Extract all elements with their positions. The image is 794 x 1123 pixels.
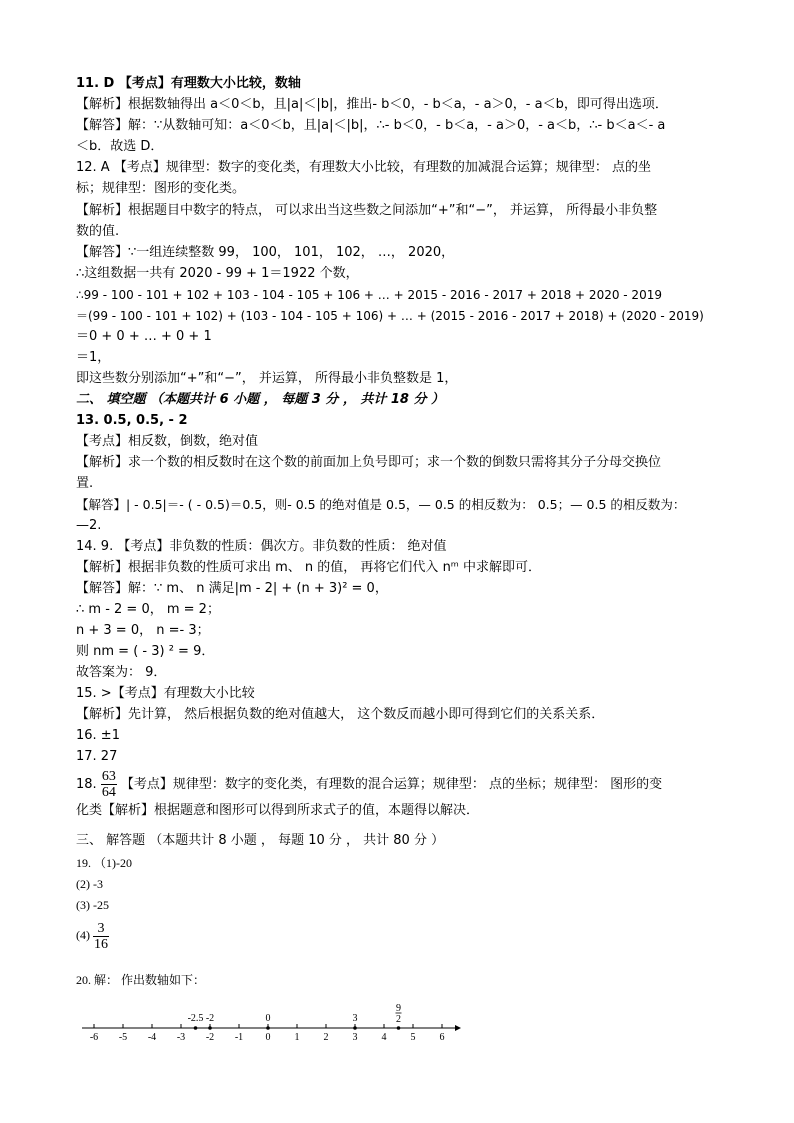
q12-solution-6: ＝1，	[76, 350, 111, 365]
q19-fraction-numerator: 3	[93, 921, 109, 937]
number-line-point-label: -2.5	[187, 1013, 204, 1024]
number-line-tick-label: -2	[205, 1032, 215, 1043]
number-line-tick-label: -5	[118, 1032, 128, 1043]
q14-header: 14. 9. 【考点】非负数的性质：偶次方。非负数的性质： 绝对值	[76, 539, 447, 554]
q19-part-4-label: (4)	[76, 928, 90, 942]
q18-number: 18.	[76, 777, 97, 792]
q12-solution-4: ＝(99 - 100 - 101 + 102) + (103 - 104 - 105 + 106) + … + (2015 - 2016 - 2017 + 2018) + (2020 - 2019)	[76, 309, 704, 323]
q18-fraction-numerator: 63	[101, 769, 116, 784]
number-line-point-label-denominator: 2	[396, 1014, 401, 1025]
q12-analysis-cont: 数的值.	[76, 224, 120, 239]
q12-solution-2: ∴这组数据一共有 2020 - 99 + 1＝1922 个数，	[76, 266, 359, 281]
q13-analysis-cont: 置.	[76, 476, 94, 491]
q12-solution-5: ＝0 + 0 + … + 0 + 1	[76, 329, 212, 344]
number-line-tick-label: 1	[294, 1032, 300, 1043]
number-line-point	[397, 1026, 401, 1030]
q11-header: 11. D 【考点】有理数大小比较，数轴	[76, 76, 301, 91]
number-line-tick-label: -6	[89, 1032, 99, 1043]
q11-solution-cont: ＜b．故选 D．	[76, 139, 164, 154]
number-line-point	[208, 1026, 212, 1030]
q18-topic: 【考点】规律型：数字的变化类，有理数的混合运算；规律型： 点的坐标；规律型： 图形的变	[120, 777, 663, 792]
q19-part-2: (2) -3	[76, 877, 103, 891]
q12-header: 12. A 【考点】规律型：数字的变化类，有理数大小比较，有理数的加减混合运算；规律型： 点的坐	[76, 160, 651, 175]
q15-header: 15. >【考点】有理数大小比较	[76, 686, 255, 701]
q14-solution-4: 则 nm = ( - 3) ² = 9．	[76, 644, 215, 659]
q13-header: 13. 0.5, 0.5, - 2	[76, 413, 188, 428]
number-line-point	[353, 1026, 357, 1030]
number-line-point-label: -2	[205, 1013, 215, 1024]
q12-solution-1: 【解答】∵一组连续整数 99， 100， 101， 102， …， 2020，	[76, 245, 455, 260]
q16-answer: 16. ±1	[76, 728, 120, 743]
q12-header-cont: 标；规律型：图形的变化类。	[76, 181, 246, 196]
q11-solution: 【解答】解：∵从数轴可知：a＜0＜b，且|a|＜|b|，∴- b＜0，- b＜a，- a＞0，- a＜b，∴- b＜a＜- a	[76, 118, 666, 133]
q14-analysis: 【解析】根据非负数的性质可求出 m、 n 的值， 再将它们代入 nᵐ 中求解即可．	[76, 560, 542, 575]
q18-analysis: 化类【解析】根据题意和图形可以得到所求式子的值，本题得以解决．	[76, 803, 480, 818]
q19-part-1: 19. （1)-20	[76, 856, 132, 870]
q12-solution-3: ∴99 - 100 - 101 + 102 + 103 - 104 - 105 + 106 + … + 2015 - 2016 - 2017 + 2018 + 2020 - 2019	[76, 288, 662, 302]
number-line-point-label: 0	[265, 1013, 271, 1024]
number-line-point	[194, 1026, 198, 1030]
section-2-title: 二、 填空题 （本题共计 6 小题 ， 每题 3 分 ， 共计 18 分 ）	[76, 392, 445, 407]
number-line-tick-label: 4	[381, 1032, 387, 1043]
q12-analysis: 【解析】根据题目中数字的特点， 可以求出当这些数之间添加“+”和“−”， 并运算， 所得最小非负整	[76, 203, 658, 218]
q19-part-3: (3) -25	[76, 898, 109, 912]
number-line-point	[266, 1026, 270, 1030]
q14-answer: 故答案为： 9．	[76, 665, 167, 680]
section-3-title: 三、 解答题 （本题共计 8 小题 ， 每题 10 分 ， 共计 80 分 ）	[76, 833, 445, 848]
number-line-tick-label: 0	[265, 1032, 271, 1043]
q11-analysis: 【解析】根据数轴得出 a＜0＜b，且|a|＜|b|，推出- b＜0，- b＜a，- a＞0，- a＜b，即可得出选项．	[76, 97, 668, 112]
q14-solution-1: 【解答】解：∵ m、 n 满足|m - 2| + (n + 3)² = 0，	[76, 581, 388, 596]
number-line-point-label: 3	[352, 1013, 358, 1024]
q14-solution-2: ∴ m - 2 = 0， m = 2；	[76, 602, 220, 617]
q20-intro: 20. 解： 作出数轴如下：	[76, 973, 206, 987]
q15-analysis: 【解析】先计算， 然后根据负数的绝对值越大， 这个数反而越小即可得到它们的关系关系．	[76, 707, 605, 722]
number-line-point-label-numerator: 9	[396, 1003, 401, 1014]
number-line-tick-label: -1	[234, 1032, 244, 1043]
q13-solution-cont: —2.	[76, 518, 102, 533]
q19-fraction-denominator: 16	[94, 936, 108, 952]
number-line-tick-label: -4	[147, 1032, 157, 1043]
number-line-tick-label: -3	[176, 1032, 186, 1043]
number-line-tick-label: 3	[352, 1032, 358, 1043]
q14-solution-3: n + 3 = 0， n =- 3；	[76, 623, 210, 638]
q13-analysis: 【解析】求一个数的相反数时在这个数的前面加上负号即可；求一个数的倒数只需将其分子分母交换位	[76, 455, 662, 470]
q17-answer: 17. 27	[76, 749, 118, 764]
q13-topic: 【考点】相反数，倒数，绝对值	[76, 434, 259, 449]
q18-fraction-denominator: 64	[101, 785, 116, 800]
q12-conclusion: 即这些数分别添加“+”和“−”， 并运算， 所得最小非负整数是 1，	[76, 371, 458, 386]
number-line-tick-label: 6	[439, 1032, 445, 1043]
number-line-tick-label: 2	[323, 1032, 329, 1043]
number-line-arrow	[455, 1025, 461, 1031]
q13-solution: 【解答】| - 0.5|＝- ( - 0.5)＝0.5，则- 0.5 的绝对值是 0.5，— 0.5 的相反数为： 0.5；— 0.5 的相反数为：	[76, 497, 686, 512]
number-line-tick-label: 5	[410, 1032, 416, 1043]
